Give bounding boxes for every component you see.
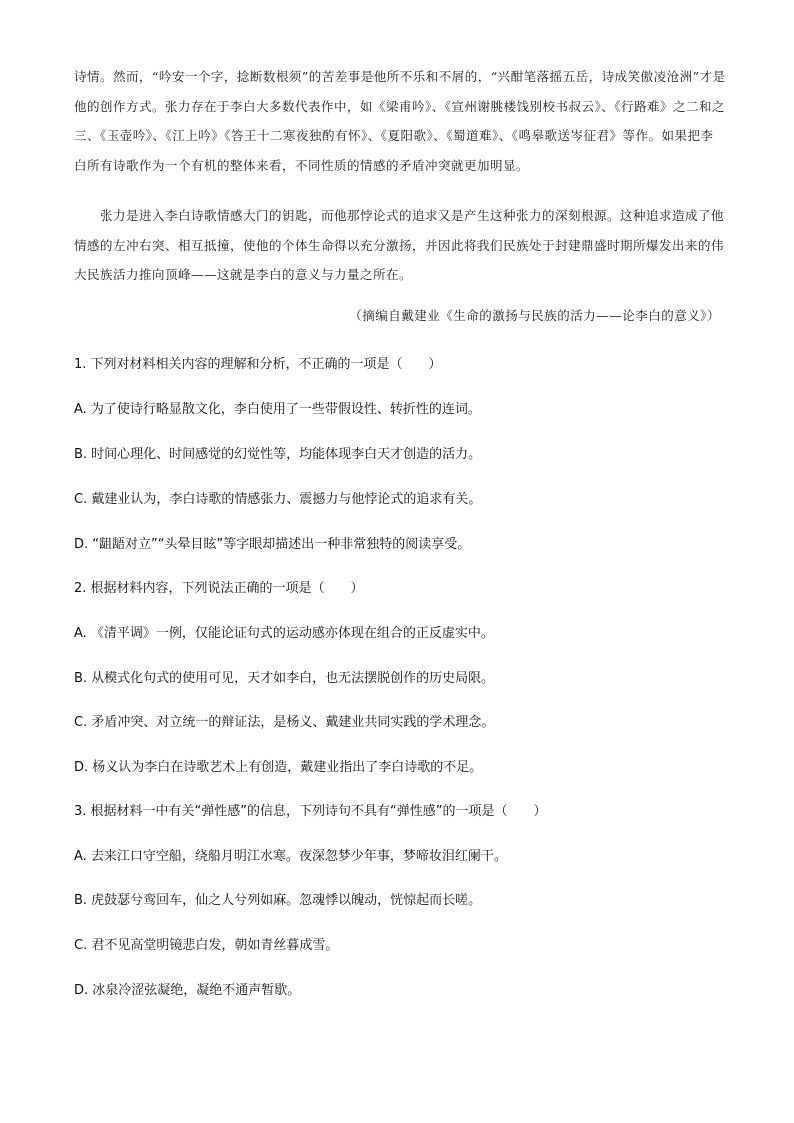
passage-paragraph-2: 张力是进入李白诗歌情感大门的钥匙，而他那悖论式的追求又是产生这种张力的深刻根源。这种追求造成了他情感的左冲右突、相互抵撞，使他的个体生命得以充分激扬，并因此将我们民族处于封建鼎盛时期所爆发出来的伟大民族活力推向顶峰——这就是李白的意义与力量之所在。 [74, 208, 725, 282]
passage-paragraph-1: 诗情。然而，“吟安一个字，捻断数根须”的苦差事是他所不乐和不屑的，“兴酣笔落摇五岳，诗成笑傲凌沧洲”才是他的创作方式。张力存在于李白大多数代表作中，如《梁甫吟》、《宣州谢朓楼饯别校书叔云》、《行路难》之二和之三、《玉壶吟》、《江上吟》《答王十二寒夜独酌有怀》、《夏阳歌》、《蜀道难》、《鸣皋歌送岑征君》等作。如果把李白所有诗歌作为一个有机的整体来看，不同性质的情感的矛盾冲突就更加明显。 [74, 69, 726, 173]
option-c[interactable]: C. 戴建业认为，李白诗歌的情感张力、震撼力与他悖论式的追求有关。 [74, 492, 482, 507]
option-d[interactable]: D. 冰泉冷涩弦凝绝，凝绝不通声暂歇。 [74, 983, 301, 998]
option-a[interactable]: A. 为了使诗行略显散文化，李白使用了一些带假设性、转折性的连词。 [74, 402, 481, 417]
option-b[interactable]: B. 虎鼓瑟兮鸾回车，仙之人兮列如麻。忽魂悸以魄动，恍惊起而长嗟。 [74, 893, 482, 908]
source-citation: （摘编自戴建业《生命的激扬与民族的活力——论李白的意义》） [349, 308, 720, 323]
option-a[interactable]: A. 《清平调》一例，仅能论证句式的运动感亦体现在组合的正反虚实中。 [74, 626, 494, 641]
option-b[interactable]: B. 从模式化句式的使用可见，天才如李白，也无法摆脱创作的历史局限。 [74, 671, 495, 686]
option-a[interactable]: A. 去来江口守空船，绕船月明江水寒。夜深忽梦少年事，梦啼妆泪红阑干。 [74, 849, 507, 864]
option-c[interactable]: C. 矛盾冲突、对立统一的辩证法，是杨义、戴建业共同实践的学术理念。 [74, 715, 495, 730]
option-c[interactable]: C. 君不见高堂明镜悲白发，朝如青丝暮成雪。 [74, 938, 339, 953]
question-stem: 1. 下列对材料相关内容的理解和分析，不正确的一项是（ ） [74, 357, 442, 372]
question-stem: 2. 根据材料内容，下列说法正确的一项是（ ） [74, 581, 364, 596]
question-stem: 3. 根据材料一中有关“弹性感”的信息，下列诗句不具有“弹性感”的一项是（ ） [74, 804, 547, 819]
option-d[interactable]: D. “龃龉对立”“头晕目眩”等字眼却描述出一种非常独特的阅读享受。 [74, 537, 471, 552]
option-b[interactable]: B. 时间心理化、时间感觉的幻觉性等，均能体现李白天才创造的活力。 [74, 447, 482, 462]
option-d[interactable]: D. 杨义认为李白在诗歌艺术上有创造，戴建业指出了李白诗歌的不足。 [74, 760, 483, 775]
